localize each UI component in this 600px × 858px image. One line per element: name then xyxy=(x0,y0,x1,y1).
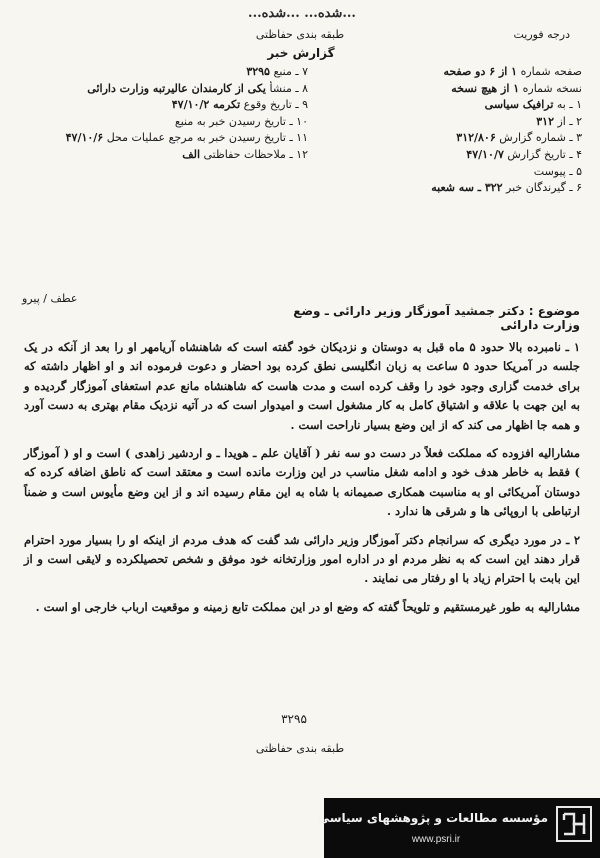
org-name: مؤسسه مطالعات و پژوهشهای سیاسی xyxy=(317,811,548,825)
classification-label: طبقه بندی حفاظتی xyxy=(255,28,345,41)
body-paragraph: مشارالیه به طور غیرمستقیم و تلویحاً گفته که وضع او در این مملکت تابع زمینه و موقعیت ارباب خارجی او است . xyxy=(35,599,580,614)
field-report-number: ۳ ـ شماره گزارش ۳۱۲/۸۰۶ xyxy=(456,131,582,145)
report-body xyxy=(24,338,580,626)
field-source-received-date: ۱۰ ـ تاریخ رسیدن خبر به منبع xyxy=(174,114,308,128)
top-stamp: ...شده... ...شده... xyxy=(248,6,356,21)
header-fields-left xyxy=(18,64,308,164)
field-attachment: ۵ ـ پیوست xyxy=(533,164,582,178)
field-recipients: ۶ ـ گیرندگان خبر ۳۲۲ ـ سه شعبه xyxy=(431,181,582,195)
body-paragraph: ۲ ـ در مورد دیگری که سرانجام دکتر آموزگار وزیر دارائی شد گفت که هدف مردم از اینکه او را بسیار مورد احترام قرار دهند این است که به نظر مردم او در اداره امور وزارتخانه خود موفق و شخص تحصیلکرده و لایقی است و از این بابت با احترام زیاد با او رفتار می نمایند . xyxy=(24,532,580,586)
field-source: ۷ ـ منبع ۳۲۹۵ xyxy=(246,65,308,78)
field-office-received-date: ۱۱ ـ تاریخ رسیدن خبر به مرجع عملیات محل ۴۷/۱۰/۶ xyxy=(65,131,308,145)
org-url: www.psri.ir xyxy=(411,834,461,845)
field-page-number: صفحه شماره ۱ از ۶ دو صفحه xyxy=(443,65,582,78)
subject-line: موضوع : دکتر جمشید آموزگار وزیر دارائی ـ وضع وزارت دارائی xyxy=(293,304,580,332)
field-origin: ۸ ـ منشأ یکی از کارمندان عالیرتبه وزارت دارائی xyxy=(87,81,308,95)
field-security-notes: ۱۲ ـ ملاحظات حفاظتی الف xyxy=(182,147,308,161)
footer-banner xyxy=(317,798,600,858)
header-fields-right xyxy=(320,64,582,197)
psri-logo-icon xyxy=(556,806,592,842)
field-from: ۲ ـ از ۳۱۲ xyxy=(536,114,582,128)
field-event-date: ۹ ـ تاریخ وقوع تکرمه ۴۷/۱۰/۲ xyxy=(171,98,308,112)
signature: ۳۲۹۵ xyxy=(281,712,307,726)
field-to: ۱ ـ به ترافیک سیاسی xyxy=(484,98,582,112)
body-paragraph: مشارالیه افزوده که مملکت فعلاً در دست دو سه نفر ( آقایان علم ـ هویدا ـ و اردشیر زاهدی ) است و او ( آموزگار ) فقط به خاطر هدف خود و ادامه شغل مناسب در این وزارت مانده است و معتقد است که ناطق اضافه کرده که دوستان آمریکائی او به مناسبت همکاری صمیمانه با شاه به این مقام رسیده اند و از این وضع مأیوس است و ضمناً ارتباطی با اروپائی ها و شرقی ها ندارد . xyxy=(24,446,580,519)
body-paragraph: ۱ ـ نامبرده بالا حدود ۵ ماه قبل به دوستان و نزدیکان خود گفته است که شاهنشاه آریامهر او را بعد از آنکه در یک جلسه در آمریکا حدود ۵ ساعت به زبان انگلیسی نطق کرده بود احضار و دعوت فرموده اند و او اظهار داشته که برای خدمت گزاری وجود خود را وقف کرده است و مدت هاست که شاهنشاه مانع عدم استعفای آموزگار گردیده و به این جهت با علاقه و اشتیاق کامل به کار مشغول است و امیدوار است که در آتیه نزدیک مقام بهتری به دست آورد و همه جا اظهار می کند که از این وضع بسیار ناراحت است . xyxy=(24,340,580,432)
reference-label: عطف / پیرو xyxy=(22,292,78,305)
bottom-classification-label: طبقه بندی حفاظتی xyxy=(255,742,345,755)
field-copy-number: نسخه شماره ۱ از هیچ نسخه xyxy=(451,81,582,95)
report-title: گزارش خبر xyxy=(267,46,335,60)
priority-label: درجه فوریت xyxy=(513,28,570,41)
field-report-date: ۴ ـ تاریخ گزارش ۴۷/۱۰/۷ xyxy=(466,147,582,161)
